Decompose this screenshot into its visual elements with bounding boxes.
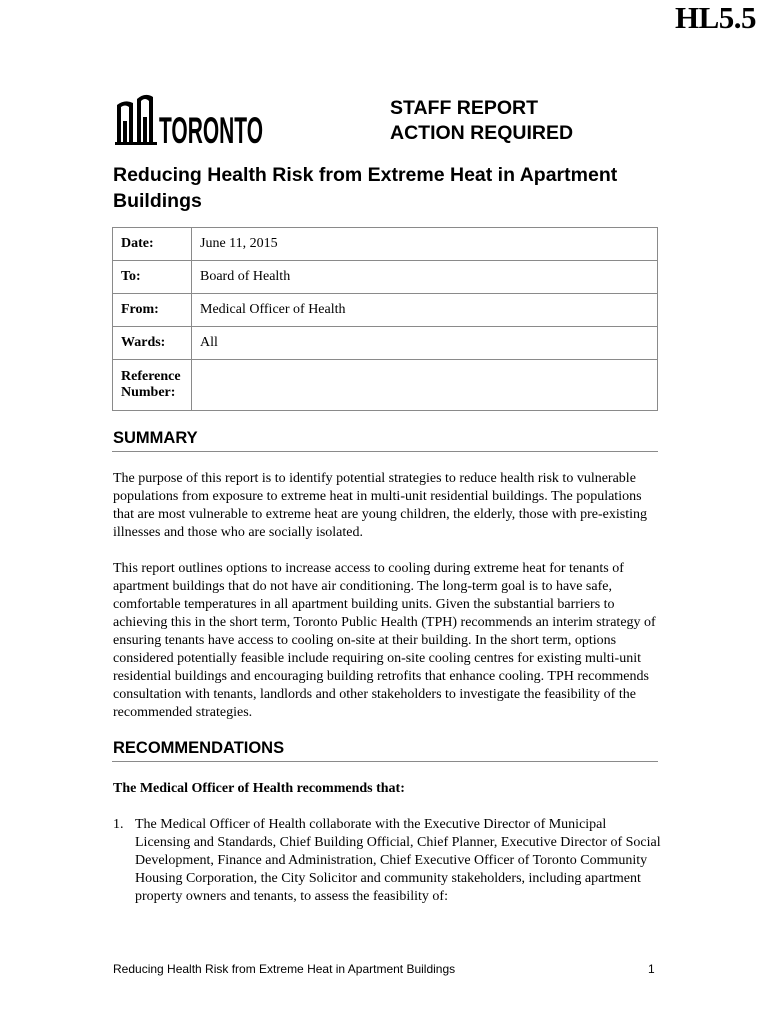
meta-label: From: bbox=[113, 294, 192, 327]
meta-value: All bbox=[192, 327, 658, 360]
report-metadata-table bbox=[112, 227, 658, 411]
meta-label: Reference Number: bbox=[113, 360, 192, 411]
recommendation-number: 1. bbox=[113, 817, 124, 832]
summary-paragraph-1: The purpose of this report is to identify potential strategies to reduce health risk to vulnerable populations from exposure to extreme heat in multi-unit residential buildings. The populations that are most vulnerable to extreme heat are young children, the elderly, those with pre-existing illnesses and those who are socially isolated. bbox=[113, 471, 648, 540]
recommendation-item bbox=[113, 816, 661, 906]
recommendations-rule bbox=[112, 761, 658, 762]
recommendations-heading: RECOMMENDATIONS bbox=[113, 739, 285, 757]
meta-value bbox=[192, 360, 658, 411]
report-type bbox=[390, 96, 573, 146]
report-type-line2: ACTION REQUIRED bbox=[390, 122, 574, 144]
meta-row-reference bbox=[113, 360, 658, 411]
meta-value: Board of Health bbox=[192, 261, 658, 294]
summary-rule bbox=[112, 451, 658, 452]
page-number: 1 bbox=[648, 962, 655, 976]
logo-wordmark: TORONTO bbox=[159, 110, 263, 151]
meta-value: Medical Officer of Health bbox=[192, 294, 658, 327]
meta-row-date bbox=[113, 228, 658, 261]
report-type-line1: STAFF REPORT bbox=[390, 97, 539, 119]
meta-label: Wards: bbox=[113, 327, 192, 360]
document-code: HL5.5 bbox=[674, 0, 756, 35]
toronto-logo bbox=[115, 91, 265, 151]
meta-row-wards bbox=[113, 327, 658, 360]
report-title: Reducing Health Risk from Extreme Heat in Apartment Buildings bbox=[113, 164, 618, 212]
meta-label: Date: bbox=[113, 228, 192, 261]
meta-row-from bbox=[113, 294, 658, 327]
meta-value: June 11, 2015 bbox=[192, 228, 658, 261]
footer-title: Reducing Health Risk from Extreme Heat in Apartment Buildings bbox=[113, 962, 456, 976]
summary-paragraph-2: This report outlines options to increase access to cooling during extreme heat for tenants of apartment buildings that do not have air conditioning. The long-term goal is to have safe, comfortable temperatures in all apartment building units. Given the substantial barriers to achieving this in the short term, Toronto Public Health (TPH) recommends an interim strategy of ensuring tenants have access to cooling on-site at their building. In the short term, options considered potentially feasible include requiring on-site cooling centres for existing multi-unit residential buildings and encouraging building retrofits that enhance cooling. TPH recommends consultation with tenants, landlords and other stakeholders to investigate the feasibility of the recommended strategies. bbox=[113, 561, 656, 720]
recommendation-text: The Medical Officer of Health collaborate with the Executive Director of Municipal Licensing and Standards, Chief Building Official, Chief Planner, Executive Director of Social Development, Finance and Administration, Chief Executive Officer of Toronto Community Housing Corporation, the City Solicitor and community stakeholders, including apartment property owners and tenants, to assess the feasibility of: bbox=[135, 817, 661, 904]
meta-row-to bbox=[113, 261, 658, 294]
meta-label: To: bbox=[113, 261, 192, 294]
recommendations-intro: The Medical Officer of Health recommends that: bbox=[113, 781, 405, 796]
summary-heading: SUMMARY bbox=[113, 429, 198, 447]
